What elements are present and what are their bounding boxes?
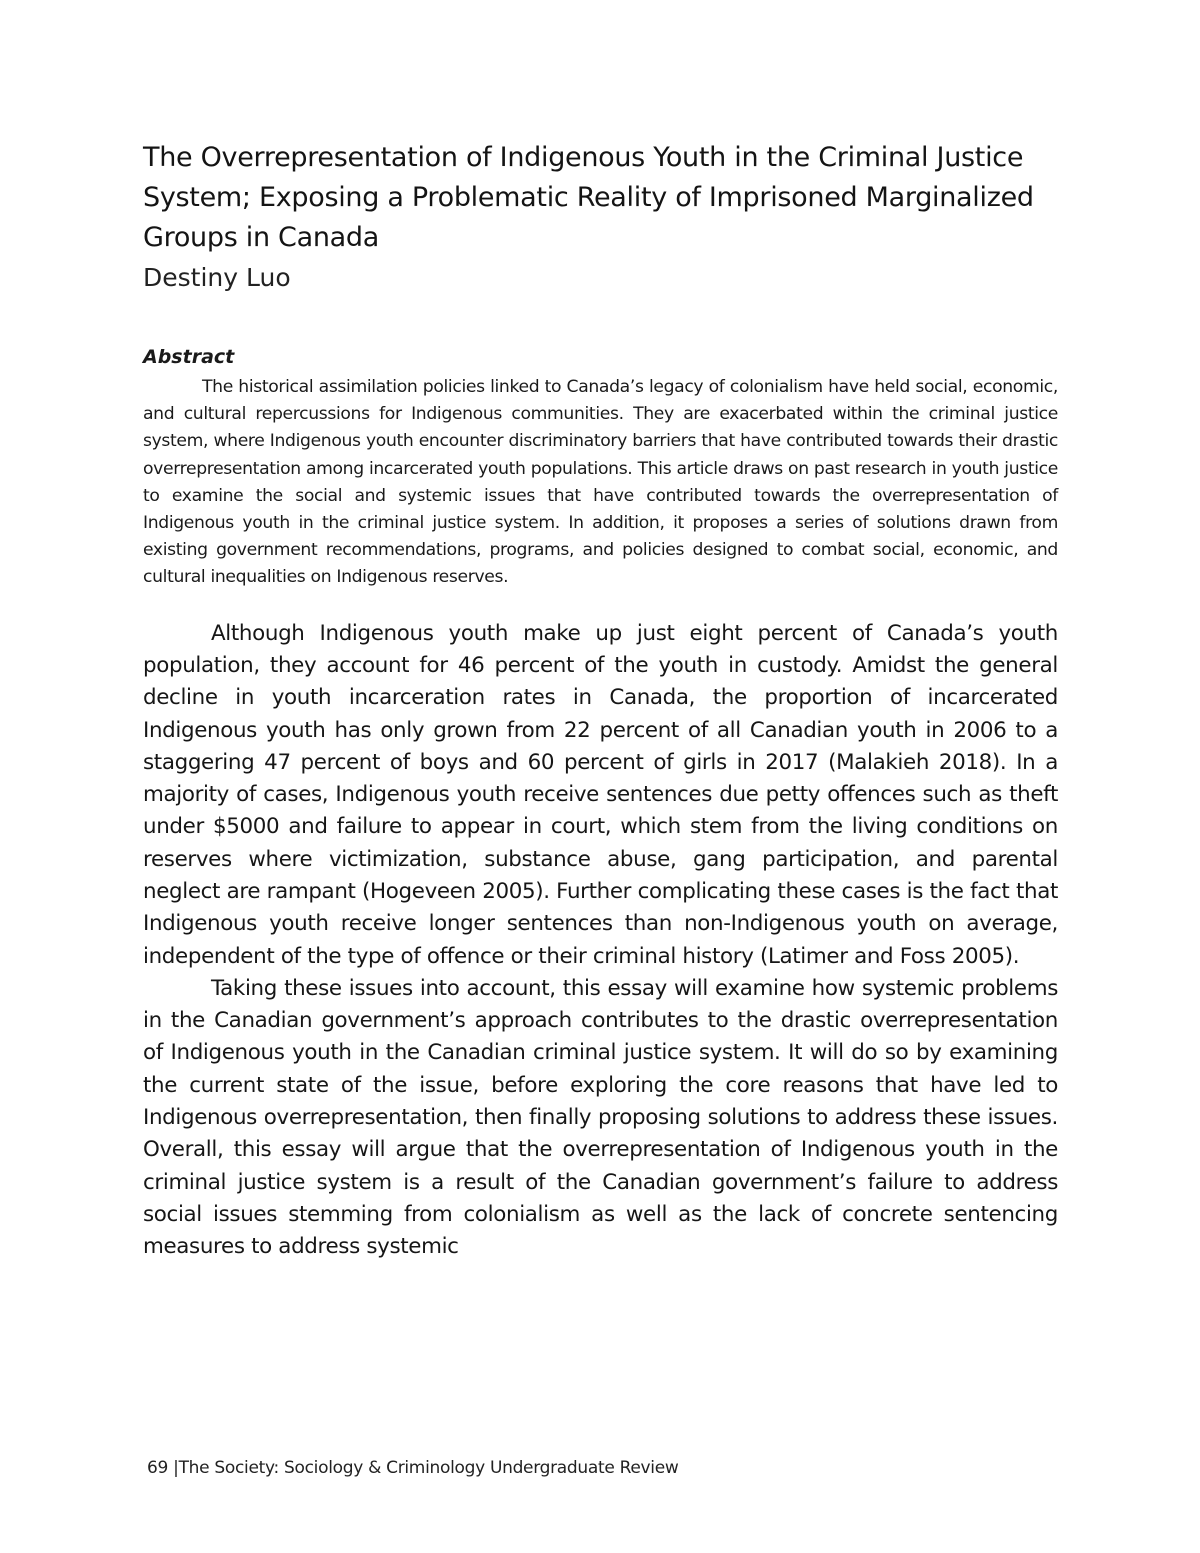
page-footer: 69 |The Society: Sociology & Criminology Undergraduate Review	[147, 1458, 679, 1478]
article-title: The Overrepresentation of Indigenous Youth in the Criminal Justice System; Exposing a Problematic Reality of Imprisoned Marginalized Groups in Canada	[143, 142, 1034, 253]
abstract-text: The historical assimilation policies linked to Canada’s legacy of colonialism have held social, economic, and cultural repercussions for Indigenous communities. They are exacerbated within the criminal justice system, where Indigenous youth encounter discriminatory barriers that have contributed towards their drastic overrepresentation among incarcerated youth populations. This article draws on past research in youth justice to examine the social and systemic issues that have contributed towards the overrepresentation of Indigenous youth in the criminal justice system. In addition, it proposes a series of solutions drawn from existing government recommendations, programs, and policies designed to combat social, economic, and cultural inequalities on Indigenous reserves.	[143, 377, 1058, 588]
body-paragraph-1: Although Indigenous youth make up just eight percent of Canada’s youth population, they account for 46 percent of the youth in custody. Amidst the general decline in youth incarceration rates in Canada, the proportion of incarcerated Indigenous youth has only grown from 22 percent of all Canadian youth in 2006 to a staggering 47 percent of boys and 60 percent of girls in 2017 (Malakieh 2018). In a majority of cases, Indigenous youth receive sentences due petty offences such as theft under $5000 and failure to appear in court, which stem from the living conditions on reserves where victimization, substance abuse, gang participation, and parental neglect are rampant (Hogeveen 2005). Further complicating these cases is the fact that Indigenous youth receive longer sentences than non-Indigenous youth on average, independent of the type of offence or their criminal history (Latimer and Foss 2005).	[143, 620, 1058, 969]
abstract-heading: Abstract	[143, 346, 235, 368]
body-paragraph-2: Taking these issues into account, this essay will examine how systemic problems in the Canadian government’s approach contributes to the drastic overrepresentation of Indigenous youth in the Canadian criminal justice system. It will do so by examining the current state of the issue, before exploring the core reasons that have led to Indigenous overrepresentation, then finally proposing solutions to address these issues. Overall, this essay will argue that the overrepresentation of Indigenous youth in the criminal justice system is a result of the Canadian government’s failure to address social issues stemming from colonialism as well as the lack of concrete sentencing measures to address systemic	[143, 975, 1058, 1260]
article-author: Destiny Luo	[143, 263, 291, 292]
article-page	[143, 138, 1058, 1264]
